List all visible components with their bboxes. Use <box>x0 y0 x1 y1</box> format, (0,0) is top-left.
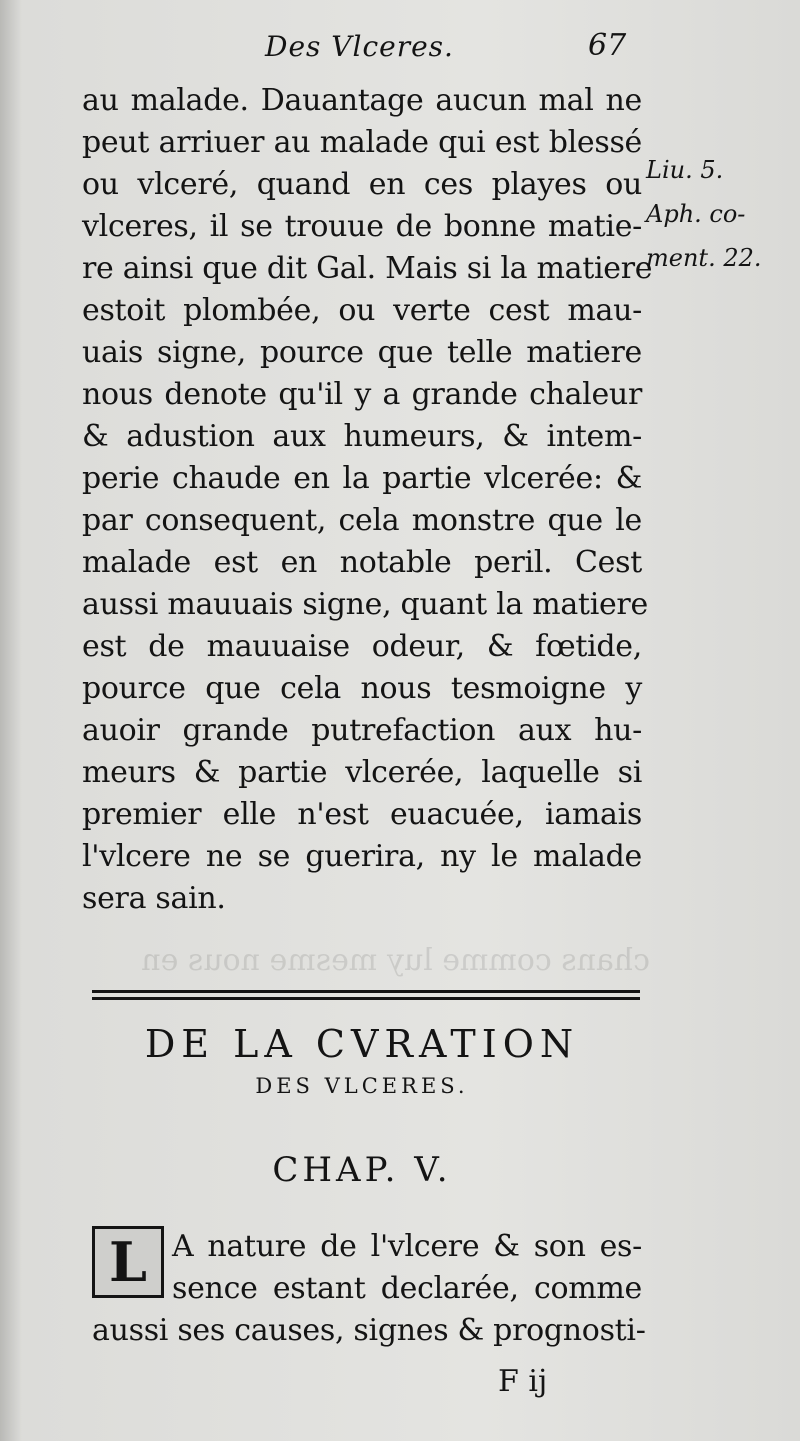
text-line: ou vlceré, quand en ces playes ou <box>82 167 642 202</box>
chapter-number: CHAP. V. <box>272 1150 452 1190</box>
text-line: sera sain. <box>82 881 226 916</box>
margin-note-line: Aph. co- <box>646 200 746 228</box>
ornamental-rule <box>92 990 640 1000</box>
text-line: auoir grande putrefaction aux hu- <box>82 713 642 748</box>
text-line: malade est en notable peril. Cest <box>82 545 642 580</box>
text-line: est de mauuaise odeur, & fœtide, <box>82 629 642 664</box>
running-head: Des Vlceres. <box>265 30 454 63</box>
chapter-subtitle: DES VLCERES. <box>255 1074 469 1098</box>
chapter-text <box>92 1226 646 1352</box>
text-line: nous denote qu'il y a grande chaleur <box>82 377 642 412</box>
text-line: pource que cela nous tesmoigne y <box>82 671 642 706</box>
text-line: uais signe, pource que telle matiere <box>82 335 642 370</box>
text-line: estoit plombée, ou verte cest mau- <box>82 293 642 328</box>
margin-note-line: ment. 22. <box>646 244 762 272</box>
text-line: A nature de l'vlcere & son es- <box>172 1229 642 1264</box>
text-line: meurs & partie vlcerée, laquelle si <box>82 755 642 790</box>
page-number: 67 <box>588 28 627 63</box>
text-line: sence estant declarée, comme <box>172 1271 642 1306</box>
margin-note <box>646 148 796 280</box>
printer-signature: F ij <box>498 1364 548 1399</box>
text-line: aussi ses causes, signes & prognosti- <box>92 1313 646 1348</box>
text-line: & adustion aux humeurs, & intem- <box>82 419 642 454</box>
text-line: aussi mauuais signe, quant la matiere <box>82 587 648 622</box>
text-line: vlceres, il se trouue de bonne matie- <box>82 209 642 244</box>
text-line: peut arriuer au malade qui est blessé <box>82 125 642 160</box>
text-line: re ainsi que dit Gal. Mais si la matiere <box>82 251 653 286</box>
text-line: perie chaude en la partie vlcerée: & <box>82 461 642 496</box>
bleed-through-texture: chans comme luy mesme nous en <box>141 943 650 978</box>
chapter-title: DE LA CVRATION <box>144 1022 580 1066</box>
body-text <box>82 80 653 920</box>
text-line: l'vlcere ne se guerira, ny le malade <box>82 839 642 874</box>
text-line: au malade. Dauantage aucun mal ne <box>82 83 642 118</box>
text-line: premier elle n'est euacuée, iamais <box>82 797 642 832</box>
margin-note-line: Liu. 5. <box>646 156 724 184</box>
text-line: par consequent, cela monstre que le <box>82 503 642 538</box>
drop-cap: L <box>92 1226 164 1298</box>
